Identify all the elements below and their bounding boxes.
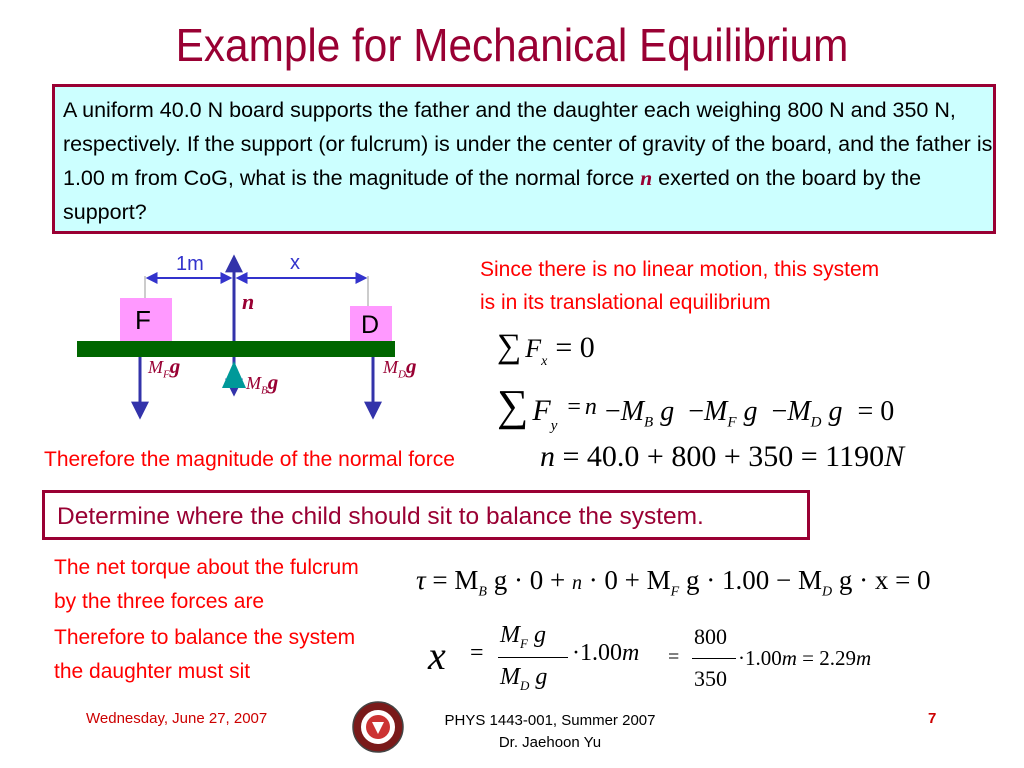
equilibrium-statement-line1: Since there is no linear motion, this system [480, 258, 880, 281]
x-variable: x [428, 633, 446, 678]
determine-box [42, 490, 810, 540]
label-daughter-weight: $M_Dg$ [383, 354, 417, 381]
frac-mass-line [498, 657, 568, 658]
problem-text-part2: exerted on the board by the support? [63, 166, 922, 224]
equilibrium-statement-line2: is in its translational equilibrium [480, 291, 771, 314]
footer-page-number: 7 [928, 710, 937, 727]
multiplier-1: ·1.00m [572, 640, 640, 666]
sum-sigma-symbol-y: ∑ [497, 381, 529, 430]
x-equals: = [470, 640, 484, 666]
problem-box [52, 84, 996, 234]
frac-mass-denominator: $M_D$ g [500, 664, 548, 693]
balance-statement-line2: the daughter must sit [54, 660, 251, 683]
slide-title: Example for Mechanical Equilibrium [175, 19, 849, 71]
label-x: x [290, 252, 300, 274]
frac-numeric-denominator: 350 [694, 666, 727, 691]
sum-fx-equation: ∑ $F_x = 0$ [497, 328, 595, 369]
determine-text: Determine where the child should sit to balance the system. [57, 503, 704, 530]
torque-statement-line1: The net torque about the fulcrum [54, 556, 359, 579]
torque-statement-line2: by the three forces are [54, 590, 265, 613]
sum-fy-equation: ∑ $F_y= n -M_B$ $g -M_F$ $g -M_D$ g = 0 [497, 381, 895, 434]
torque-equation: $\tau = M_B$ $g \cdot 0 + n \cdot 0 + M_F$ $g \cdot 1.00 - M_D$ g · x = 0 [416, 565, 931, 600]
frac-mass-numerator: $M_F$ g [500, 622, 546, 651]
footer-instructor: Dr. Jaehoon Yu [498, 734, 602, 751]
label-1m: 1m [176, 253, 204, 275]
multiplier-2: ·1.00m = 2.29m [738, 646, 872, 670]
board [77, 341, 395, 357]
frac-numeric-numerator: 800 [694, 624, 727, 649]
seesaw-diagram [70, 248, 400, 428]
label-daughter: D [361, 311, 380, 339]
frac-numeric-line [692, 658, 736, 659]
university-seal-icon [350, 700, 406, 754]
problem-normal-symbol: n [640, 166, 653, 190]
problem-text [63, 93, 993, 229]
footer-date: Wednesday, June 27, 2007 [86, 710, 268, 727]
sum-sigma-symbol: ∑ [497, 328, 522, 365]
equals-2: = [668, 646, 680, 668]
problem-text-part1: A uniform 40.0 N board supports the father and the daughter each weighing 800 N and 350 N, respectively. If the support (or fulcrum) is under the center of gravity of the board, and the father is 1.00 m from CoG, what is the magnitude of the normal force [63, 98, 993, 190]
footer-course-name: PHYS 1443-001, Summer 2007 [444, 712, 656, 729]
fulcrum [222, 361, 246, 388]
therefore-normal-force: Therefore the magnitude of the normal force [44, 448, 455, 471]
balance-statement-line1: Therefore to balance the system [54, 626, 356, 649]
label-board-weight: $M_Bg$ [246, 370, 279, 397]
label-father: F [135, 305, 151, 335]
label-father-weight: $M_Fg$ [148, 354, 181, 381]
footer-course [425, 710, 675, 754]
normal-force-result: n = 40.0 + 800 + 350 = 1190N [540, 440, 905, 473]
label-normal-force: n [242, 289, 255, 314]
